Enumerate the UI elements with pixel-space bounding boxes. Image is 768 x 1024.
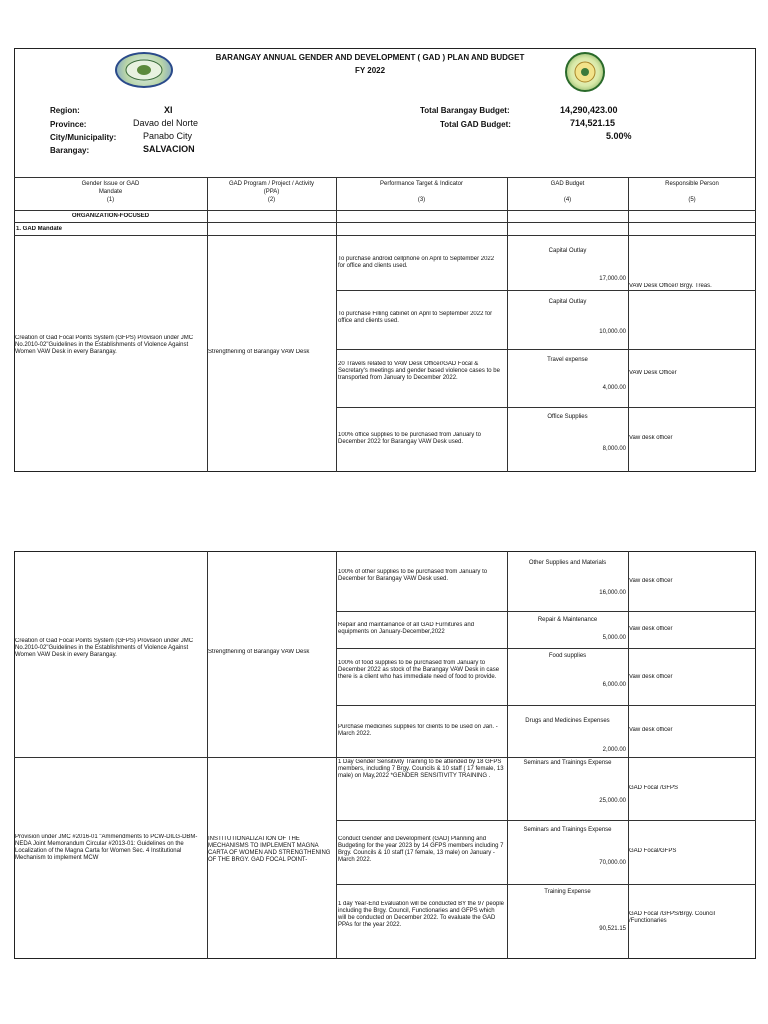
budget-label-capital-outlay-1: Capital Outlay — [548, 248, 587, 254]
province-label: Province: — [50, 120, 87, 129]
amount-filing-cabinet: 10,000.00 — [599, 329, 626, 335]
table2-col-divider-2 — [336, 551, 337, 959]
person-vaw-treas: VAW Desk Officer/ Brgy. Treas. — [629, 283, 712, 289]
person-vaw-desk-officer-5: Vaw desk officer — [629, 727, 673, 733]
barangay-seal-logo — [115, 52, 173, 88]
budget-label-other-supplies: Other Supplies and Materials — [528, 560, 607, 566]
table2-row5-bottom — [336, 820, 756, 821]
region-label: Region: — [50, 106, 80, 115]
table1-mandate-row-bottom — [14, 235, 756, 236]
ppa-vaw-desk: Strengthening of Barangay VAW Desk — [208, 349, 310, 355]
header-performance-target: Performance Target & Indicator (3) — [380, 181, 463, 203]
amount-office-supplies: 8,000.00 — [602, 446, 626, 452]
table2-col-divider-4 — [628, 551, 629, 959]
budget-label-seminars-1: Seminars and Trainings Expense — [523, 760, 612, 766]
city-value: Panabo City — [143, 131, 193, 141]
mandate-jmc-2016: Provision under JMC #2016-01 "Ammendments to PCW-DILG-DBM-NEDA Joint Memorandum Circular #2013-01: Guidelines on the Localization of the Magna Carta for Women Sec. 4 Institutional Mechanism to implement MCW — [15, 834, 198, 861]
amount-travels: 4,000.00 — [602, 385, 626, 391]
budget-label-seminars-2: Seminars and Trainings Expense — [523, 827, 612, 833]
target-food-supplies: 100% of food supplies to be purchased from January to December 2022 as stock of the Barangay VAW Desk in case there is a client who has immediate need of food to provide. — [338, 660, 500, 680]
person-vaw-desk-officer-1: Vaw desk officer — [629, 435, 673, 441]
total-budget-value: 14,290,423.00 — [560, 105, 618, 115]
amount-medicines: 2,000.00 — [602, 747, 626, 753]
ppa-institutionalization: INSTITUTIONALIZATION OF THE MECHANISMS TO IMPLEMENT MAGNA CARTA OF WOMEN AND STRENGTHENING OF THE BRGY. GAD FOCAL POINT- — [208, 836, 331, 863]
gad-budget-value: 714,521.15 — [570, 118, 616, 128]
budget-label-capital-outlay-2: Capital Outlay — [548, 299, 587, 305]
gad-percent-value: 5.00% — [606, 131, 632, 141]
gad-budget-label: Total GAD Budget: — [440, 120, 511, 129]
mandate-vaw-desk-p2: Creation of Gad Focal Points System (GFPS) Provision under JMC No.2010-02"Guidelines in the Establishments of Violence Against Women VAW Desk in every Barangay. — [15, 638, 194, 658]
header-gender-issue: Gender Issue or GAD Mandate (1) — [81, 181, 140, 203]
budget-label-training: Training Expense — [544, 889, 591, 895]
table1-col-divider-4 — [628, 177, 629, 472]
table1-org-row-bottom — [14, 222, 756, 223]
document-subtitle: FY 2022 — [354, 66, 386, 75]
person-gad-focal-1: GAD Focal /GFPS — [629, 785, 679, 791]
budget-label-food-supplies: Food supplies — [548, 653, 587, 659]
target-repair: Repair and maintainance of all GAD Furnitures and equipments on January-December,2022 — [338, 622, 475, 635]
table2-col-divider-3 — [507, 551, 508, 959]
budget-label-medicines: Drugs and Medicines Expenses — [525, 718, 610, 724]
city-label: City/Municipality: — [50, 133, 117, 142]
table1-header-bottom — [14, 210, 756, 211]
amount-cellphone: 17,000.00 — [599, 276, 626, 282]
target-other-supplies: 100% of other supplies to be purchased from January to December for Barangay VAW Desk used. — [338, 569, 488, 582]
city-seal-logo — [565, 52, 605, 92]
amount-other-supplies: 16,000.00 — [599, 590, 626, 596]
target-year-end-evaluation: 1 day Year-End Evaluation will be conducted BY the 97 people including the Brgy. Council, Functionaries and GFPS which will be conducted on December 2022. To evaluate the GAD PPAs for the year 2022. — [338, 901, 504, 928]
person-vaw-desk-officer-4: Vaw desk officer — [629, 674, 673, 680]
mandate-vaw-desk: Creation of Gad Focal Points System (GFPS) Provision under JMC No.2010-02"Guidelines in the Establishments of Violence Against Women VAW Desk in every Barangay. — [15, 335, 194, 355]
person-vaw-desk-officer-3: Vaw desk officer — [629, 626, 673, 632]
table1-row3-bottom — [336, 407, 756, 408]
person-vaw-officer: VAW Desk Officer — [629, 370, 677, 376]
table1-col-divider-1 — [207, 177, 208, 472]
budget-label-repair: Repair & Maintenance — [537, 617, 598, 623]
amount-planning-budgeting: 70,000.00 — [599, 860, 626, 866]
document-title: BARANGAY ANNUAL GENDER AND DEVELOPMENT ( GAD ) PLAN AND BUDGET — [215, 53, 525, 62]
target-office-supplies: 100% office supplies to be purchased from January to December 2022 for Barangay VAW Desk used. — [338, 432, 481, 445]
target-filing-cabinet: To purchase Filling cabinet on April to September 2022 for office and clients used. — [338, 311, 493, 324]
person-vaw-desk-officer-2: Vaw desk officer — [629, 578, 673, 584]
target-cellphone: To purchase android cellphone on April to September 2022 for office and clients used. — [338, 256, 495, 269]
page-2 — [14, 551, 756, 959]
table2-row6-bottom — [336, 884, 756, 885]
ppa-vaw-desk-p2: Strengthening of Barangay VAW Desk — [208, 649, 310, 655]
region-value: XI — [164, 105, 173, 115]
amount-year-end-evaluation: 90,521.15 — [599, 926, 626, 932]
target-planning-budgeting: Conduct Gender and Development (GAD) Planning and Budgeting for the year 2023 by 14 GFPS members including 7 Brgy. Councils & 10 staff (17 female, 13 male) on January - March 2022. — [338, 836, 504, 863]
org-focused-label: ORGANIZATION-FOCUSED — [71, 213, 150, 219]
table1-row1-bottom — [336, 290, 756, 291]
header-responsible-person: Responsible Person (5) — [665, 181, 719, 203]
target-gender-sensitivity: 1 Day Gender Sensitivity Training to be attended by 18 GFPS members, including 7 Brgy. Councils & 10 staff ( 17 female, 13 male) on May,2022 *GENDER SENSITIVITY TRAINING . — [338, 759, 504, 779]
table1-col-divider-3 — [507, 177, 508, 472]
target-travels: 20 Travels related to VAW Desk Officer/GAD Focal & Secretary's meetings and gender based violence cases to be transported from January to December 2022. — [338, 361, 500, 381]
table2-row3-bottom — [336, 705, 756, 706]
person-gad-focal-2: GAD Focal/GFPS — [629, 848, 677, 854]
province-value: Davao del Norte — [133, 118, 199, 128]
budget-label-office-supplies: Office Supplies — [547, 414, 588, 420]
table2-col-divider-1 — [207, 551, 208, 959]
barangay-label: Barangay: — [50, 146, 90, 155]
table2-row2-bottom — [336, 648, 756, 649]
table1-col-divider-2 — [336, 177, 337, 472]
amount-food-supplies: 6,000.00 — [602, 682, 626, 688]
header-gad-budget: GAD Budget (4) — [550, 181, 585, 203]
total-budget-label: Total Barangay Budget: — [420, 106, 510, 115]
amount-gender-sensitivity: 25,000.00 — [599, 798, 626, 804]
gad-mandate-label: 1. GAD Mandate — [16, 226, 63, 232]
amount-repair: 5,000.00 — [602, 635, 626, 641]
table2-row1-bottom — [336, 611, 756, 612]
table1-row2-bottom — [336, 349, 756, 350]
person-gad-focal-council: GAD Focal /GFPS/Brgy. Council /Functionaries — [629, 911, 715, 924]
table2-section-divider — [14, 757, 756, 758]
budget-label-travel: Travel expense — [547, 357, 588, 363]
table1-top-border — [14, 177, 756, 178]
barangay-value: SALVACION — [143, 144, 195, 154]
target-medicines: Purchase medicines supplies for clients to be used on Jan. - March 2022. — [338, 724, 498, 737]
header-ppa: GAD Program / Project / Activity (PPA) (2) — [228, 181, 315, 203]
